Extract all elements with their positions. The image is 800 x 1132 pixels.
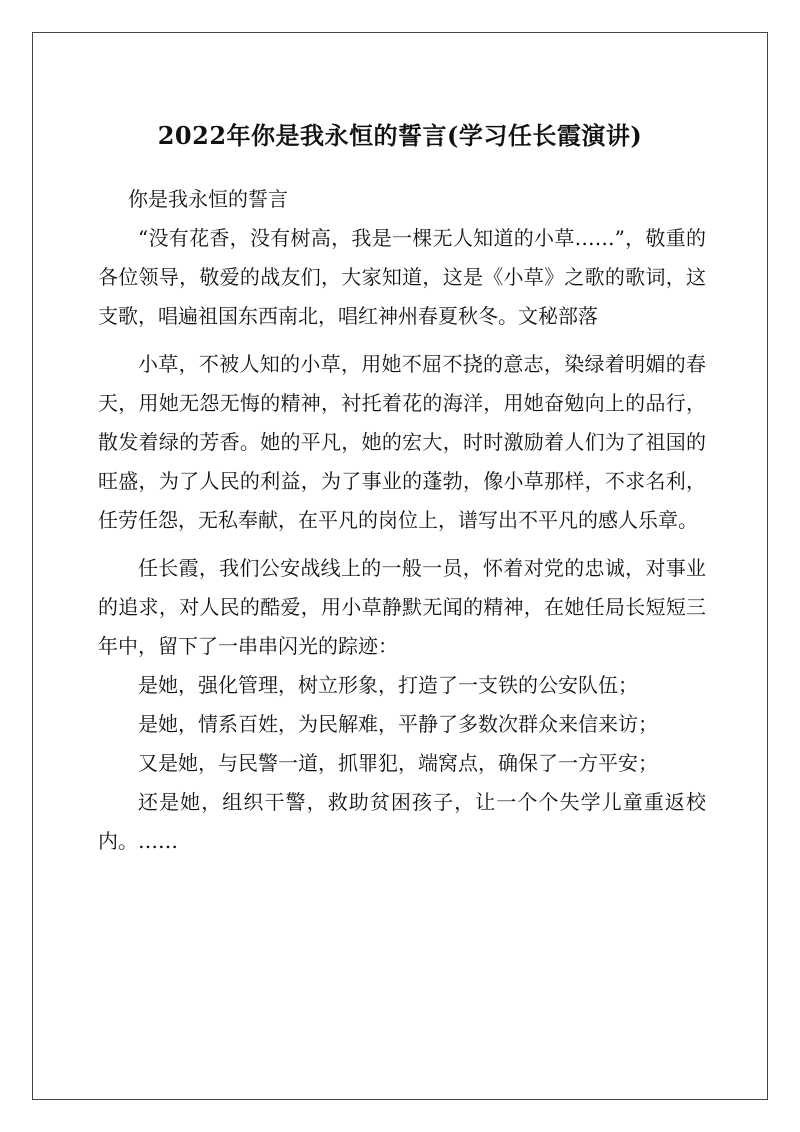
- document-subtitle: 你是我永恒的誓言: [128, 187, 288, 211]
- paragraph-1: “没有花香，没有树高，我是一棵无人知道的小草……”，敬重的各位领导，敬爱的战友们，大家知道，这是《小草》之歌的歌词，这支歌，唱遍祖国东西南北，唱红神州春夏秋冬。文秘部落: [98, 226, 706, 328]
- paragraph-6: 又是她，与民警一道，抓罪犯，端窝点，确保了一方平安；: [138, 751, 658, 775]
- document-body: [98, 180, 706, 861]
- paragraph-3: 任长霞，我们公安战线上的一般一员，怀着对党的忠诚，对事业的追求，对人民的酷爱，用小草静默无闻的精神，在她任局长短短三年中，留下了一串串闪光的踪迹：: [98, 556, 706, 658]
- paragraph-4: 是她，强化管理，树立形象，打造了一支铁的公安队伍；: [138, 673, 638, 697]
- paragraph-5: 是她，情系百姓，为民解难，平静了多数次群众来信来访；: [138, 712, 658, 736]
- paragraph-2: 小草，不被人知的小草，用她不屈不挠的意志，染绿着明媚的春天，用她无怨无悔的精神，衬托着花的海洋，用她奋勉向上的品行，散发着绿的芳香。她的平凡，她的宏大，时时激励着人们为了祖国的旺盛，为了人民的利益，为了事业的蓬勃，像小草那样，不求名利，任劳任怨，无私奉献，在平凡的岗位上，谱写出不平凡的感人乐章。: [98, 352, 706, 532]
- document-title: 2022年你是我永恒的誓言(学习任长霞演讲): [157, 121, 643, 151]
- paragraph-7: 还是她，组织干警，救助贫困孩子，让一个个失学儿童重返校内。……: [98, 790, 706, 853]
